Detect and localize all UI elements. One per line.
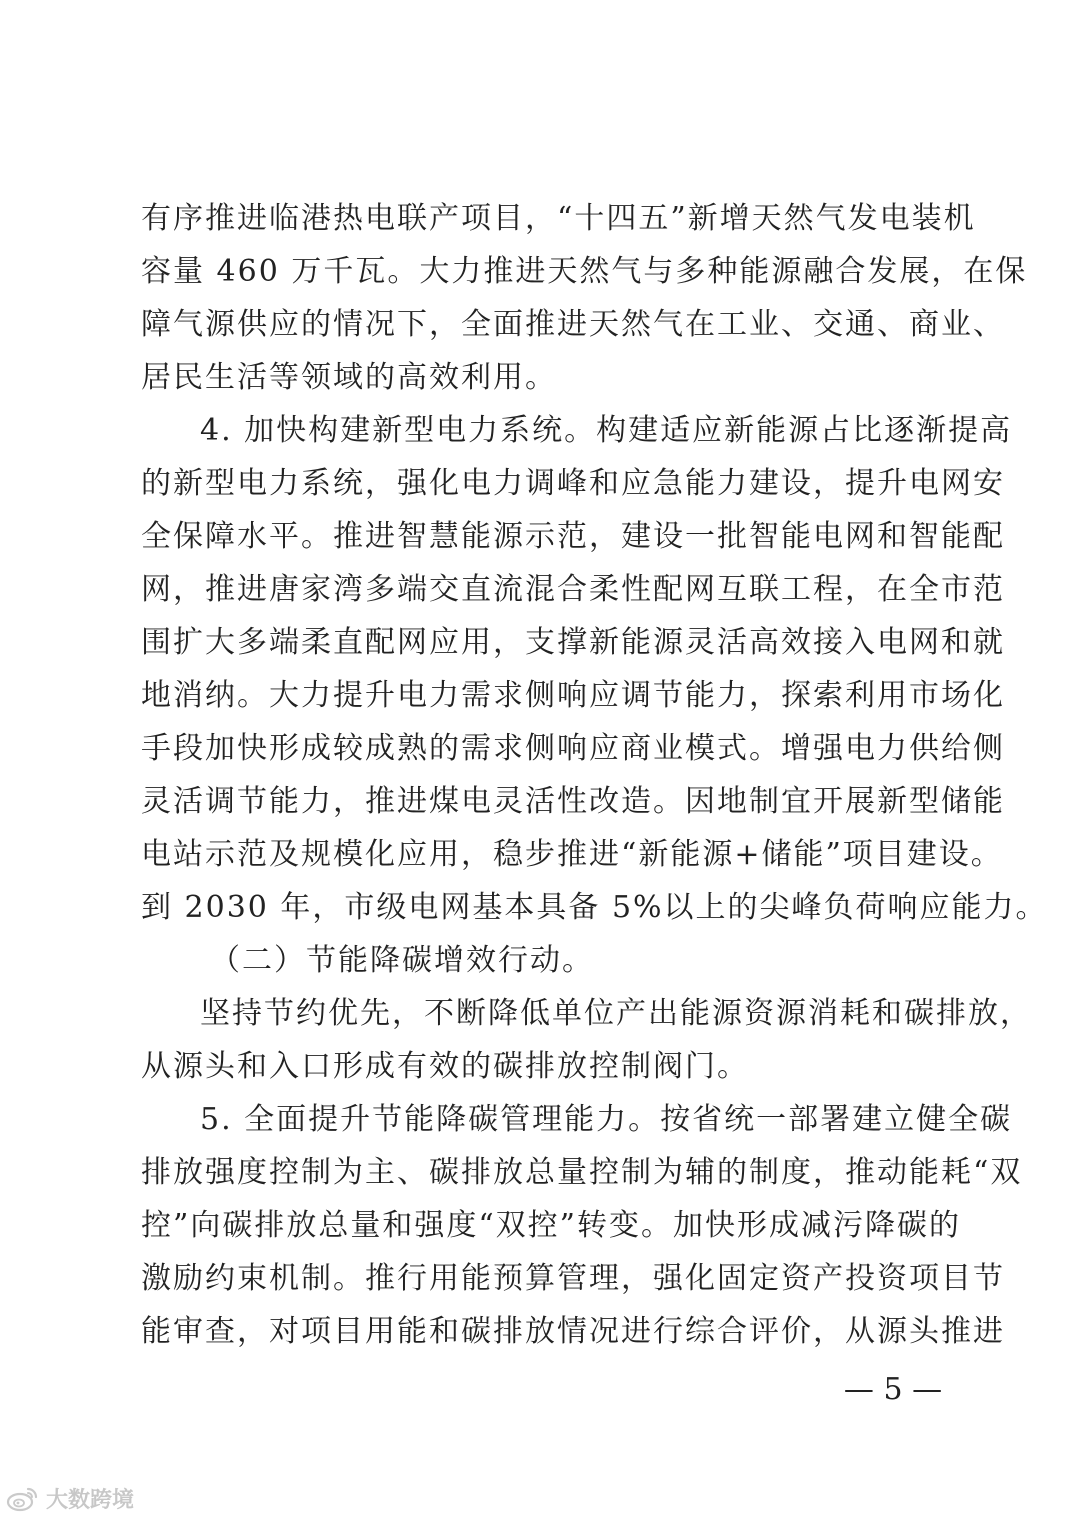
text-line: 居民生活等领域的高效利用。 <box>141 360 557 395</box>
text-line: 网，推进唐家湾多端交直流混合柔性配网互联工程，在全市范 <box>141 572 1005 607</box>
text-line: 灵活调节能力，推进煤电灵活性改造。因地制宜开展新型储能 <box>141 784 1005 819</box>
text-line: 控”向碳排放总量和强度“双控”转变。加快形成减污降碳的 <box>141 1208 962 1243</box>
text-line: 全保障水平。推进智慧能源示范，建设一批智能电网和智能配 <box>141 519 1005 554</box>
text-line: 容量 460 万千瓦。大力推进天然气与多种能源融合发展，在保 <box>141 254 1028 289</box>
text-line: 手段加快形成较成熟的需求侧响应商业模式。增强电力供给侧 <box>141 731 1005 766</box>
text-line: 到 2030 年，市级电网基本具备 5%以上的尖峰负荷响应能力。 <box>141 890 1048 925</box>
text-line: 障气源供应的情况下，全面推进天然气在工业、交通、商业、 <box>141 307 1005 342</box>
text-line: 排放强度控制为主、碳排放总量控制为辅的制度，推动能耗“双 <box>141 1155 1023 1190</box>
text-line: 地消纳。大力提升电力需求侧响应调节能力，探索利用市场化 <box>141 678 1005 713</box>
text-line: 激励约束机制。推行用能预算管理，强化固定资产投资项目节 <box>141 1261 1005 1296</box>
text-line: 的新型电力系统，强化电力调峰和应急能力建设，提升电网安 <box>141 466 1005 501</box>
section-heading-5: 5. 全面提升节能降碳管理能力。按省统一部署建立健全碳 <box>200 1102 1013 1137</box>
page-number: — 5 — <box>843 1372 943 1407</box>
section-heading-2: （二）节能降碳增效行动。 <box>210 943 594 978</box>
text-line: 围扩大多端柔直配网应用，支撑新能源灵活高效接入电网和就 <box>141 625 1005 660</box>
text-line: 有序推进临港热电联产项目，“十四五”新增天然气发电装机 <box>141 201 976 236</box>
text-line: 能审查，对项目用能和碳排放情况进行综合评价，从源头推进 <box>141 1314 1005 1349</box>
weibo-logo-icon <box>6 1483 40 1513</box>
text-line: 从源头和入口形成有效的碳排放控制阀门。 <box>141 1049 749 1084</box>
section-heading-4: 4. 加快构建新型电力系统。构建适应新能源占比逐渐提高 <box>200 413 1013 448</box>
text-line: 电站示范及规模化应用，稳步推进“新能源+储能”项目建设。 <box>141 837 1003 872</box>
watermark <box>6 1480 134 1516</box>
text-line: 坚持节约优先，不断降低单位产出能源资源消耗和碳排放， <box>200 996 1032 1031</box>
watermark-text: 大数跨境 <box>46 1487 135 1513</box>
